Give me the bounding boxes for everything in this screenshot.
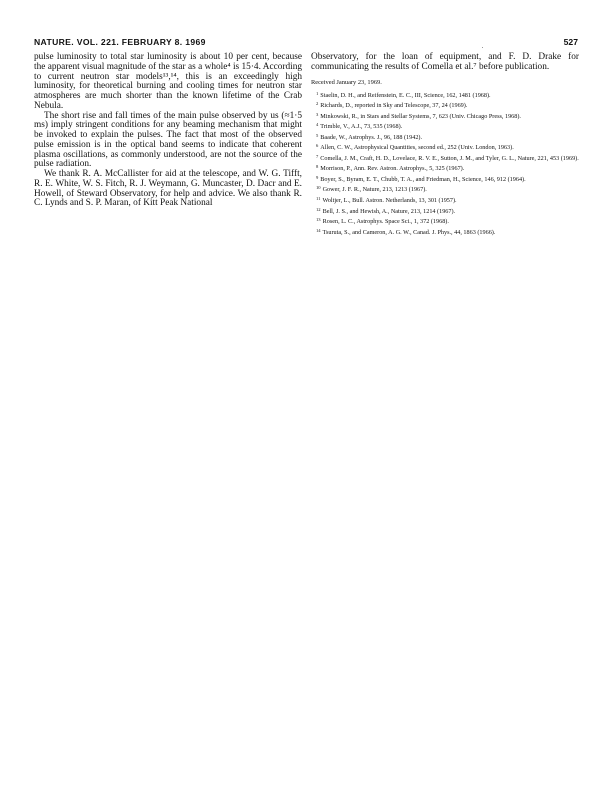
reference-number: 5 [316, 132, 319, 138]
reference-item [311, 100, 579, 109]
reference-item [311, 227, 579, 236]
right-column [311, 53, 579, 237]
reference-number: 2 [316, 101, 319, 107]
reference-text: Richards, D., reported in Sky and Telescope, 37, 24 (1969). [320, 101, 468, 109]
reference-number: 1 [316, 90, 319, 96]
acknowledgements-continuation: Observatory, for the loan of equipment, and F. D. Drake for communicating the results of Comella et al.⁷ before publication. [311, 52, 579, 72]
acknowledgements-paragraph: We thank R. A. McCallister for aid at the telescope, and W. G. Tifft, R. E. White, W. S. Fitch, R. J. Weymann, G. Muncaster, D. Dacr and E. Howell, of Steward Observatory, for help and advice. We also thank R. C. Lynds and S. P. Maran, of Kitt Peak National [34, 169, 302, 209]
reference-item [311, 195, 579, 204]
reference-number: 14 [316, 227, 321, 233]
reference-item [311, 121, 579, 130]
journal-citation: NATURE. VOL. 221. FEBRUARY 8. 1969 [34, 37, 206, 47]
reference-number: 11 [316, 195, 321, 201]
reference-text: Baade, W., Astrophys. J., 96, 188 (1942). [320, 133, 423, 141]
reference-item [311, 111, 579, 120]
reference-number: 13 [316, 217, 321, 223]
reference-number: 6 [316, 143, 319, 149]
reference-text: Bell, J. S., and Hewish, A., Nature, 213, 1214 (1967). [322, 207, 456, 215]
body-paragraph: The short rise and fall times of the main pulse observed by us (≈1·5 ms) imply stringent conditions for any beaming mechanism that might be invoked to explain the pulses. The fact that most of the observed pulse emission is in the optical band seems to indicate that coherent plasma oscillations, as commonly understood, are not the source of the pulse radiation. [34, 110, 302, 170]
reference-item [311, 132, 579, 141]
reference-item [311, 206, 579, 215]
reference-number: 9 [316, 174, 319, 180]
reference-list [311, 90, 579, 236]
body-paragraph: pulse luminosity to total star luminosity is about 10 per cent, because the apparent visual magnitude of the star as a whole⁴ is 15·4. According to current neutron star models¹³,¹⁴, this is an exceedingly high luminosity, for theoretical burning and cooling times for neutron star atmospheres are much shorter than the known lifetime of the Crab Nebula. [34, 52, 302, 111]
reference-text: Rosen, L. C., Astrophys. Space Sci., 1, 372 (1968). [322, 217, 449, 225]
reference-text: Boyer, S., Byram, E. T., Chubb, T. A., and Friedman, H., Science, 146, 912 (1964). [320, 175, 526, 183]
reference-item [311, 216, 579, 225]
reference-number: 4 [316, 122, 319, 128]
reference-text: Allen, C. W., Astrophysical Quantities, second ed., 252 (Univ. London, 1963). [320, 144, 514, 152]
reference-text: Minkowski, R., in Stars and Stellar Systems, 7, 623 (Univ. Chicago Press, 1968). [320, 112, 521, 120]
page-number: 527 [563, 37, 578, 47]
reference-item [311, 184, 579, 193]
reference-text: Staelin, D. H., and Reifenstein, E. C., III, Science, 162, 1481 (1968). [320, 91, 491, 99]
left-column [34, 53, 302, 209]
reference-number: 7 [316, 153, 319, 159]
reference-text: Morrison, P., Ann. Rev. Astron. Astrophys., 5, 325 (1967). [320, 165, 465, 173]
reference-text: Woltjer, L., Bull. Astron. Netherlands, 13, 301 (1957). [322, 196, 457, 204]
reference-item [311, 153, 579, 162]
reference-item [311, 142, 579, 151]
reference-item [311, 163, 579, 172]
reference-text: Comella, J. M., Craft, H. D., Lovelace, R. V. E., Sutton, J. M., and Tyler, G. L., Nature, 221, 453 (1969). [320, 154, 579, 162]
reference-number: 3 [316, 111, 319, 117]
reference-text: Trimble, V., A.J., 73, 535 (1968). [320, 122, 403, 130]
reference-number: 10 [316, 185, 321, 191]
scan-speck [482, 47, 483, 48]
reference-number: 8 [316, 164, 319, 170]
reference-text: Gower, J. F. R., Nature, 213, 1213 (1967). [322, 186, 427, 194]
running-header [34, 37, 578, 49]
reference-item [311, 90, 579, 99]
reference-number: 12 [316, 206, 321, 212]
reference-text: Tsuruta, S., and Cameron, A. G. W., Canad. J. Phys., 44, 1863 (1966). [322, 228, 496, 236]
received-date: Received January 23, 1969. [311, 78, 382, 86]
reference-item [311, 174, 579, 183]
